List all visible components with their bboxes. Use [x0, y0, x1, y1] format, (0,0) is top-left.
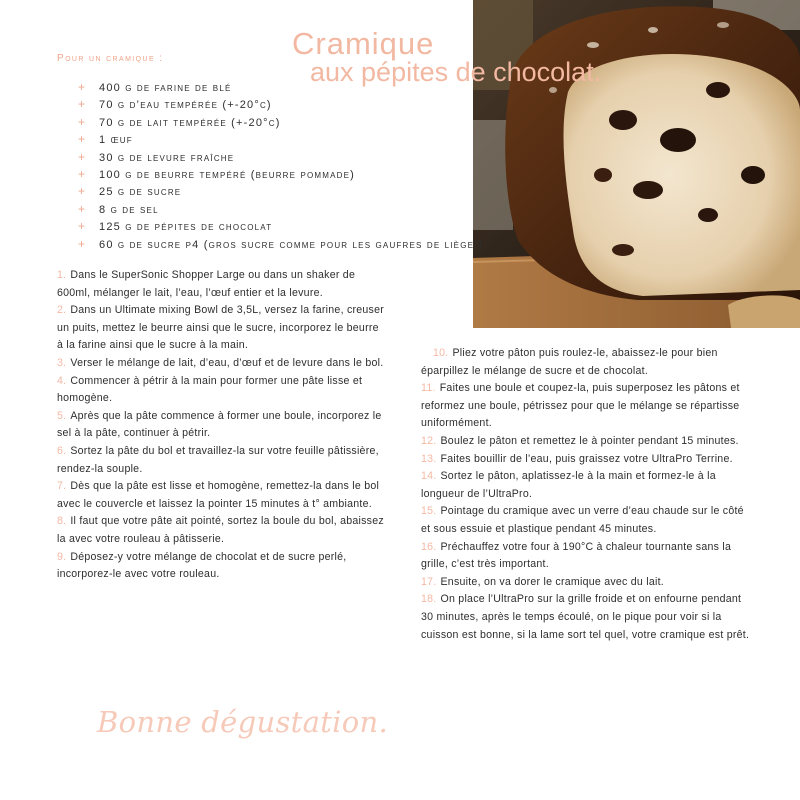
recipe-step [57, 373, 385, 408]
steps-column-left [57, 267, 385, 584]
ingredient-item [78, 114, 483, 131]
step-text: Faites une boule et coupez-la, puis superposez les pâtons et reformez une boule, pétrissez pour que le mélange se répartisse uniformément. [421, 382, 740, 430]
step-text: On place l’UltraPro sur la grille froide et on enfourne pendant 30 minutes, après le temps écoulé, on le pique pour voir si la cuisson est bonne, si la lame sort tel quel, votre cramique est prêt. [421, 593, 750, 641]
plus-bullet-icon: + [78, 97, 87, 112]
ingredient-item [78, 79, 483, 96]
step-text: Verser le mélange de lait, d’eau, d’œuf et de levure dans le bol. [70, 356, 384, 369]
plus-bullet-icon: + [78, 201, 87, 216]
step-number: 7. [57, 480, 67, 493]
recipe-step [57, 513, 385, 548]
recipe-step [421, 345, 751, 380]
step-number: 4. [57, 374, 67, 387]
recipe-subtitle: aux pépites de chocolat. [310, 57, 602, 87]
ingredient-text: 70 g d’eau tempérée (+-20°c) [99, 99, 272, 112]
plus-bullet-icon: + [78, 80, 87, 94]
ingredient-text: 400 g de farine de blé [99, 82, 232, 94]
step-text: Ensuite, on va dorer le cramique avec du lait. [440, 575, 664, 588]
step-number: 10. [433, 347, 449, 359]
step-number: 6. [57, 444, 67, 457]
step-text: Dès que la pâte est lisse et homogène, remettez-la dans le bol avec le couvercle et laissez la pointer 15 minutes à t° ambiante. [57, 480, 380, 510]
ingredient-text: 8 g de sel [99, 203, 159, 216]
step-text: Pliez votre pâton puis roulez-le, abaissez-le pour bien éparpillez le mélange de sucre et de chocolat. [421, 347, 718, 377]
recipe-step [421, 539, 751, 574]
plus-bullet-icon: + [78, 114, 87, 129]
step-number: 12. [421, 434, 437, 447]
plus-bullet-icon: + [78, 132, 87, 147]
recipe-step [421, 574, 751, 592]
recipe-step [57, 355, 385, 373]
step-number: 11. [421, 382, 436, 395]
ingredient-item [78, 96, 483, 113]
step-text: Déposez-y votre mélange de chocolat et de sucre perlé, incorporez-le avec votre rouleau. [57, 550, 347, 581]
step-number: 9. [57, 550, 67, 563]
step-number: 16. [421, 540, 437, 553]
recipe-step [421, 433, 751, 451]
step-number: 3. [57, 356, 67, 369]
recipe-step [57, 443, 385, 478]
plus-bullet-icon: + [78, 166, 87, 181]
step-text: Dans un Ultimate mixing Bowl de 3,5L, versez la farine, creuser un puits, mettez le beurre ainsi que le sucre, incorporez le beurre à la farine ainsi que le sucre à la main. [57, 304, 385, 352]
steps-column-right [421, 345, 751, 644]
ingredient-list [78, 79, 483, 253]
ingredient-text: 125 g de pépites de chocolat [99, 221, 273, 234]
step-text: Sortez le pâton, aplatissez-le à la main et formez-le à la longueur de l’UltraPro. [421, 470, 716, 500]
recipe-step [421, 380, 751, 433]
bread-photo [473, 0, 800, 328]
ingredient-text: 1 œuf [99, 134, 133, 147]
step-number: 14. [421, 470, 437, 483]
ingredient-item [78, 166, 483, 183]
recipe-step [57, 408, 385, 443]
step-text: Il faut que votre pâte ait pointé, sortez la boule du bol, abaissez la avec votre rouleau à pâtisserie. [57, 515, 384, 545]
ingredient-text: 70 g de lait tempérée (+-20°c) [99, 116, 281, 129]
ingredient-item [78, 218, 483, 235]
recipe-step [57, 478, 385, 513]
recipe-title: Cramique [292, 26, 435, 61]
step-text: Sortez la pâte du bol et travaillez-la sur votre feuille pâtissière, rendez-la souple. [57, 444, 379, 475]
plus-bullet-icon: + [78, 184, 87, 199]
recipe-step [421, 591, 751, 644]
step-number: 17. [421, 575, 437, 588]
ingredient-text: 100 g de beurre tempéré (beurre pommade) [99, 168, 356, 181]
ingredients-heading: Pour un cramique : [57, 53, 164, 64]
recipe-step [421, 451, 751, 469]
step-text: Boulez le pâton et remettez le à pointer pendant 15 minutes. [440, 434, 739, 447]
step-number: 8. [57, 515, 67, 528]
step-number: 18. [421, 593, 437, 606]
ingredient-item [78, 201, 483, 218]
step-text: Après que la pâte commence à former une boule, incorporez le sel à la pâte, continuer à pétrir. [57, 409, 382, 440]
step-text: Pointage du cramique avec un verre d’eau chaude sur le côté et sous essuie et plastique pendant 45 minutes. [421, 505, 744, 535]
ingredient-item [78, 236, 483, 253]
ingredient-text: 60 g de sucre p4 (gros sucre comme pour les gaufres de liège!) [99, 238, 484, 251]
step-number: 1. [57, 269, 67, 281]
plus-bullet-icon: + [78, 236, 87, 251]
step-text: Dans le SuperSonic Shopper Large ou dans un shaker de 600ml, mélanger le lait, l’eau, l’œuf entier et la levure. [57, 269, 356, 299]
recipe-step [57, 549, 385, 584]
plus-bullet-icon: + [78, 219, 87, 234]
recipe-step [57, 267, 385, 302]
ingredient-item [78, 131, 483, 148]
step-text: Préchauffez votre four à 190°C à chaleur tournante sans la grille, c’est très important. [421, 540, 732, 571]
recipe-step [421, 503, 751, 538]
step-text: Faites bouillir de l’eau, puis graissez votre UltraPro Terrine. [440, 452, 733, 465]
step-number: 15. [421, 505, 437, 518]
closing-signature: Bonne dégustation. [97, 705, 388, 739]
ingredient-item [78, 149, 483, 166]
plus-bullet-icon: + [78, 149, 87, 164]
recipe-step [57, 302, 385, 355]
ingredient-text: 30 g de levure fraîche [99, 151, 235, 164]
step-number: 13. [421, 452, 437, 465]
step-number: 5. [57, 409, 67, 422]
recipe-step [421, 468, 751, 503]
step-number: 2. [57, 304, 67, 317]
ingredient-item [78, 183, 483, 200]
step-text: Commencer à pétrir à la main pour former une pâte lisse et homogène. [57, 374, 363, 405]
ingredient-text: 25 g de sucre [99, 186, 182, 199]
